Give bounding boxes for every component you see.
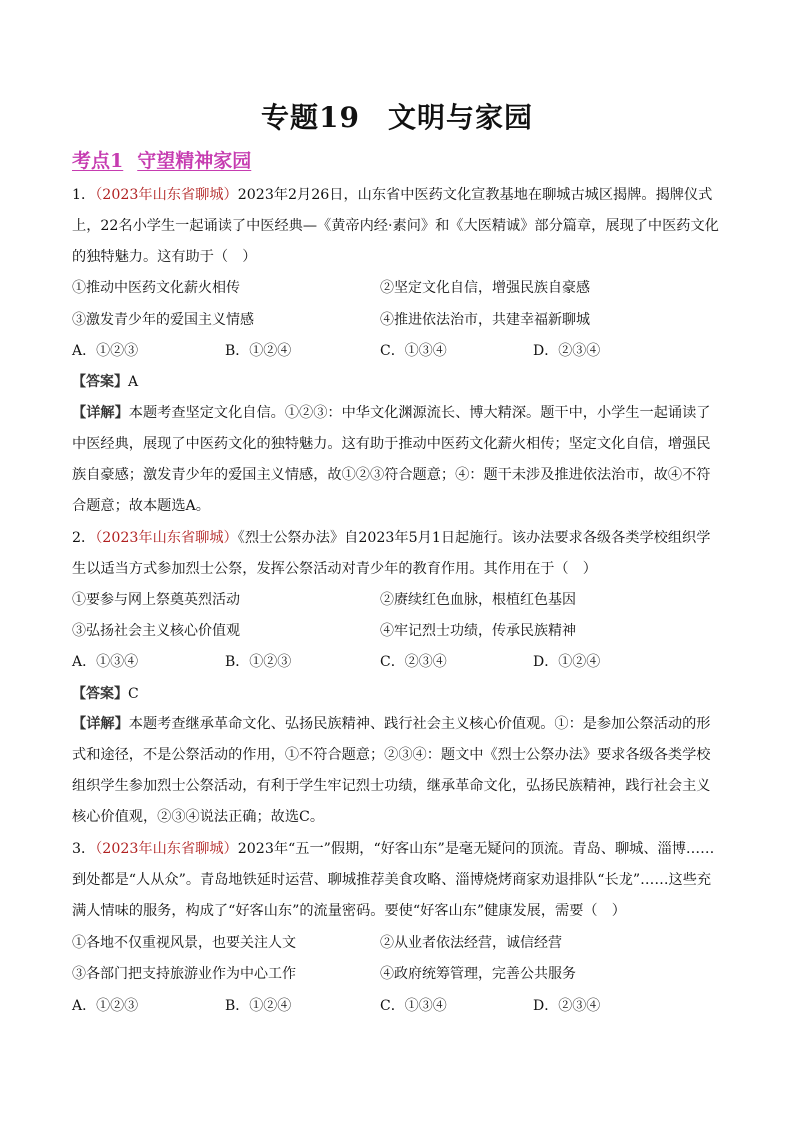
q3-choice-c: C．①③④ [380,998,447,1014]
q3-option-2: ②从业者依法经营，诚信经营 [380,935,562,951]
q2-answer: 【答案】C [72,686,139,702]
question-source: （2023年山东省聊城） [95,841,238,857]
question-1-stem: 1．（2023年山东省聊城）2023年2月26日，山东省中医药文化宣教基地在聊城古城区揭牌。揭牌仪式上，22名小学生一起诵读了中医经典—《黄帝内经·素问》和《大医精诚》部分篇章，展现了中医药文化的独特魅力。这有助于（ ） [72,187,719,265]
title-prefix: 专题19 [261,101,360,134]
question-2-stem: 2．（2023年山东省聊城）《烈士公祭办法》自2023年5月1日起施行。该办法要求各级各类学校组织学生以适当方式参加烈士公祭，发挥公祭活动对青少年的教育作用。其作用在于（ ） [72,530,711,577]
q1-choice-c: C．①③④ [380,343,447,359]
q2-option-4: ④牢记烈士功绩，传承民族精神 [380,623,576,639]
section-label: 考点1 [72,150,124,172]
q3-option-3: ③各部门把支持旅游业作为中心工作 [72,966,296,982]
question-source: （2023年山东省聊城） [95,187,238,203]
page-title [0,96,794,136]
question-3-stem: 3．（2023年山东省聊城）2023年“五一”假期，“好客山东”是毫无疑问的顶流。青岛、聊城、淄博……到处都是“人从众”。青岛地铁延时运营、聊城推荐美食攻略、淄博烧烤商家劝退排队“长龙”……这些充满人情味的服务，构成了“好客山东”的流量密码。要使“好客山东”健康发展，需要（ ） [72,841,715,919]
q2-detail: 【详解】本题考查继承革命文化、弘扬民族精神、践行社会主义核心价值观。①：是参加公祭活动的形式和途径，不是公祭活动的作用，①不符合题意；②③④：题文中《烈士公祭办法》要求各级各类学校组织学生参加烈士公祭活动，有利于学生牢记烈士功绩，继承革命文化，弘扬民族精神，践行社会主义核心价值观，②③④说法正确；故选C。 [72,716,711,825]
q2-choice-c: C．②③④ [380,654,447,670]
q3-choice-a: A．①②③ [72,998,139,1014]
q1-option-3: ③激发青少年的爱国主义情感 [72,312,254,328]
title-name: 文明与家园 [387,101,533,134]
section-name: 守望精神家园 [137,150,252,172]
q1-answer: 【答案】A [72,374,139,390]
q3-option-4: ④政府统筹管理，完善公共服务 [380,966,576,982]
q2-choice-b: B．①②③ [225,654,292,670]
q1-choice-d: D．②③④ [533,343,601,359]
question-source: （2023年山东省聊城） [95,530,238,546]
q1-choice-a: A．①②③ [72,343,139,359]
q3-option-1: ①各地不仅重视风景，也要关注人文 [72,935,296,951]
q1-option-4: ④推进依法治市，共建幸福新聊城 [380,312,590,328]
q3-choice-b: B．①②④ [225,998,292,1014]
q2-option-3: ③弘扬社会主义核心价值观 [72,623,240,639]
q2-choice-a: A．①③④ [72,654,139,670]
q2-option-1: ①要参与网上祭奠英烈活动 [72,592,240,608]
q1-option-2: ②坚定文化自信，增强民族自豪感 [380,280,590,296]
q2-choice-d: D．①②④ [533,654,601,670]
section-heading [72,146,251,173]
q3-choice-d: D．②③④ [533,998,601,1014]
q1-detail: 【详解】本题考查坚定文化自信。①②③：中华文化渊源流长、博大精深。题干中，小学生一起诵读了中医经典，展现了中医药文化的独特魅力。这有助于推动中医药文化薪火相传；坚定文化自信，增强民族自豪感；激发青少年的爱国主义情感，故①②③符合题意；④：题干未涉及推进依法治市，故④不符合题意；故本题选A。 [72,405,711,514]
q1-choice-b: B．①②④ [225,343,292,359]
q2-option-2: ②赓续红色血脉，根植红色基因 [380,592,576,608]
q1-option-1: ①推动中医药文化薪火相传 [72,280,240,296]
